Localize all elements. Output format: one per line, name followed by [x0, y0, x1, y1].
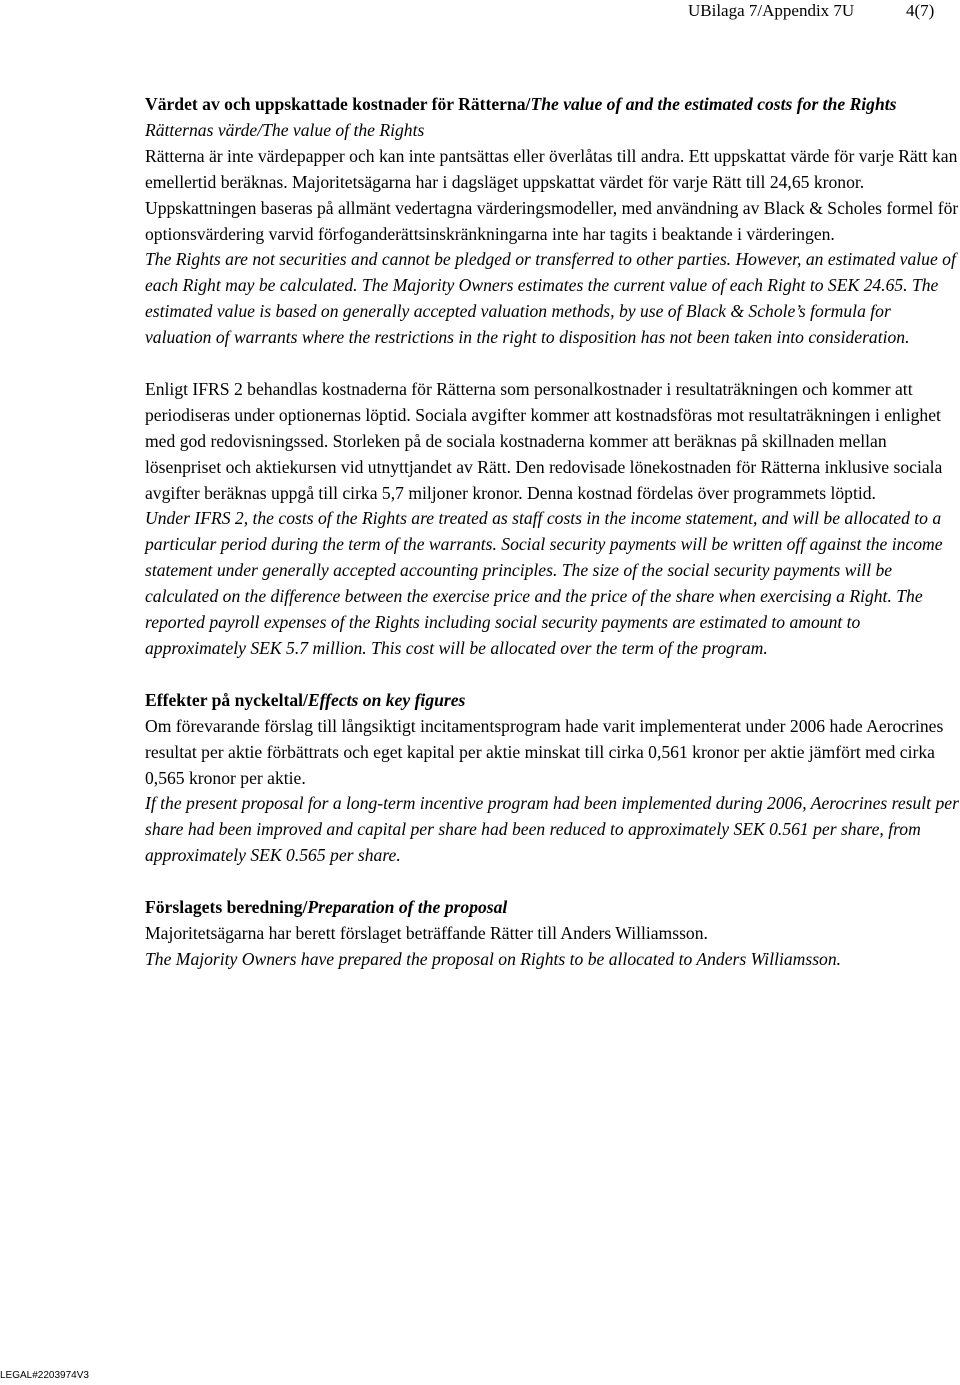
preparation-body-sv: Majoritetsägarna har berett förslaget beträffande Rätter till Anders Williamsson. — [145, 922, 708, 943]
appendix-label: UBilaga 7/Appendix 7U — [688, 1, 855, 20]
document-reference: LEGAL#2203974V3 — [0, 1370, 89, 1381]
page-number: 4(7) — [906, 1, 935, 20]
ifrs-body-sv: Enligt IFRS 2 behandlas kostnaderna för Rätterna som personalkostnader i resultaträkningen och kommer att periodiseras under optionernas löptid. Sociala avgifter kommer att kostnadsföras mot resultaträkningen i enlighet med god redovisningssed. Storleken på de sociala kostnaderna kommer att beräknas på skillnaden mellan lösenpriset och aktiekursen vid utnyttjandet av Rätt. Den redovisade lönekostnaden för Rätterna inklusive sociala avgifter beräknas uppgå till cirka 5,7 miljoner kronor. Denna kostnad fördelas över programmets löptid. — [145, 378, 943, 503]
preparation-heading-en: Preparation of the proposal — [307, 897, 508, 918]
effects-heading-sv: Effekter på nyckeltal/ — [145, 689, 308, 710]
ifrs-body-en: Under IFRS 2, the costs of the Rights are treated as staff costs in the income statement, and will be allocated to a particular period during the term of the warrants. Social security payments will be written off against the income statement under generally accepted accounting principles. The size of the social security payments will be calculated on the difference between the exercise price and the price of the share when exercising a Right. The reported payroll expenses of the Rights including social security payments are estimated to amount to approximately SEK 5.7 million. This cost will be allocated over the term of the program. — [145, 508, 943, 659]
section-preparation-heading — [145, 895, 960, 921]
value-subheading: Rätternas värde/The value of the Rights — [145, 119, 425, 140]
value-heading-en: The value of and the estimated costs for the Rights — [530, 94, 897, 114]
preparation-body-en: The Majority Owners have prepared the proposal on Rights to be allocated to Anders Williamsson. — [145, 948, 842, 969]
effects-body-sv: Om förevarande förslag till långsiktigt incitamentsprogram hade varit implementerat under 2006 hade Aerocrines resultat per aktie förbättrats och eget kapital per aktie minskat till cirka 0,561 kronor per aktie jämfört med cirka 0,565 kronor per aktie. — [145, 715, 944, 788]
value-body-en: The Rights are not securities and cannot be pledged or transferred to other parties. However, an estimated value of each Right may be calculated. The Majority Owners estimates the current value of each Right to SEK 24.65. The estimated value is based on generally accepted valuation methods, by use of Black & Schole’s formula for valuation of warrants where the restrictions in the right to disposition has not been taken into consideration. — [145, 249, 956, 348]
paragraph-gap — [145, 662, 960, 688]
preparation-heading-sv: Förslagets beredning/ — [145, 897, 308, 918]
effects-body-en: If the present proposal for a long-term incentive program had been implemented during 2006, Aerocrines result per share had been improved and capital per share had been reduced to approximately SEK 0.561 per share, from approximately SEK 0.565 per share. — [145, 793, 959, 866]
paragraph-gap — [145, 351, 960, 377]
paragraph-gap — [145, 869, 960, 895]
section-value-heading — [145, 92, 960, 118]
value-heading-sv: Värdet av och uppskattade kostnader för Rätterna/ — [145, 94, 531, 114]
section-effects-heading — [145, 688, 960, 714]
document-body — [145, 92, 960, 973]
page-header — [0, 0, 960, 22]
effects-heading-en: Effects on key figures — [307, 689, 466, 710]
value-body-sv: Rätterna är inte värdepapper och kan inte pantsättas eller överlåtas till andra. Ett uppskattat värde för varje Rätt kan emellertid beräknas. Majoritetsägarna har i dagsläget uppskattat värdet för varje Rätt till 24,65 kronor. Uppskattningen baseras på allmänt vedertagna värderingsmodeller, med användning av Black & Scholes formel för optionsvärdering varvid förfoganderättsinskränkningarna inte har tagits i beaktande i värderingen. — [145, 145, 959, 244]
